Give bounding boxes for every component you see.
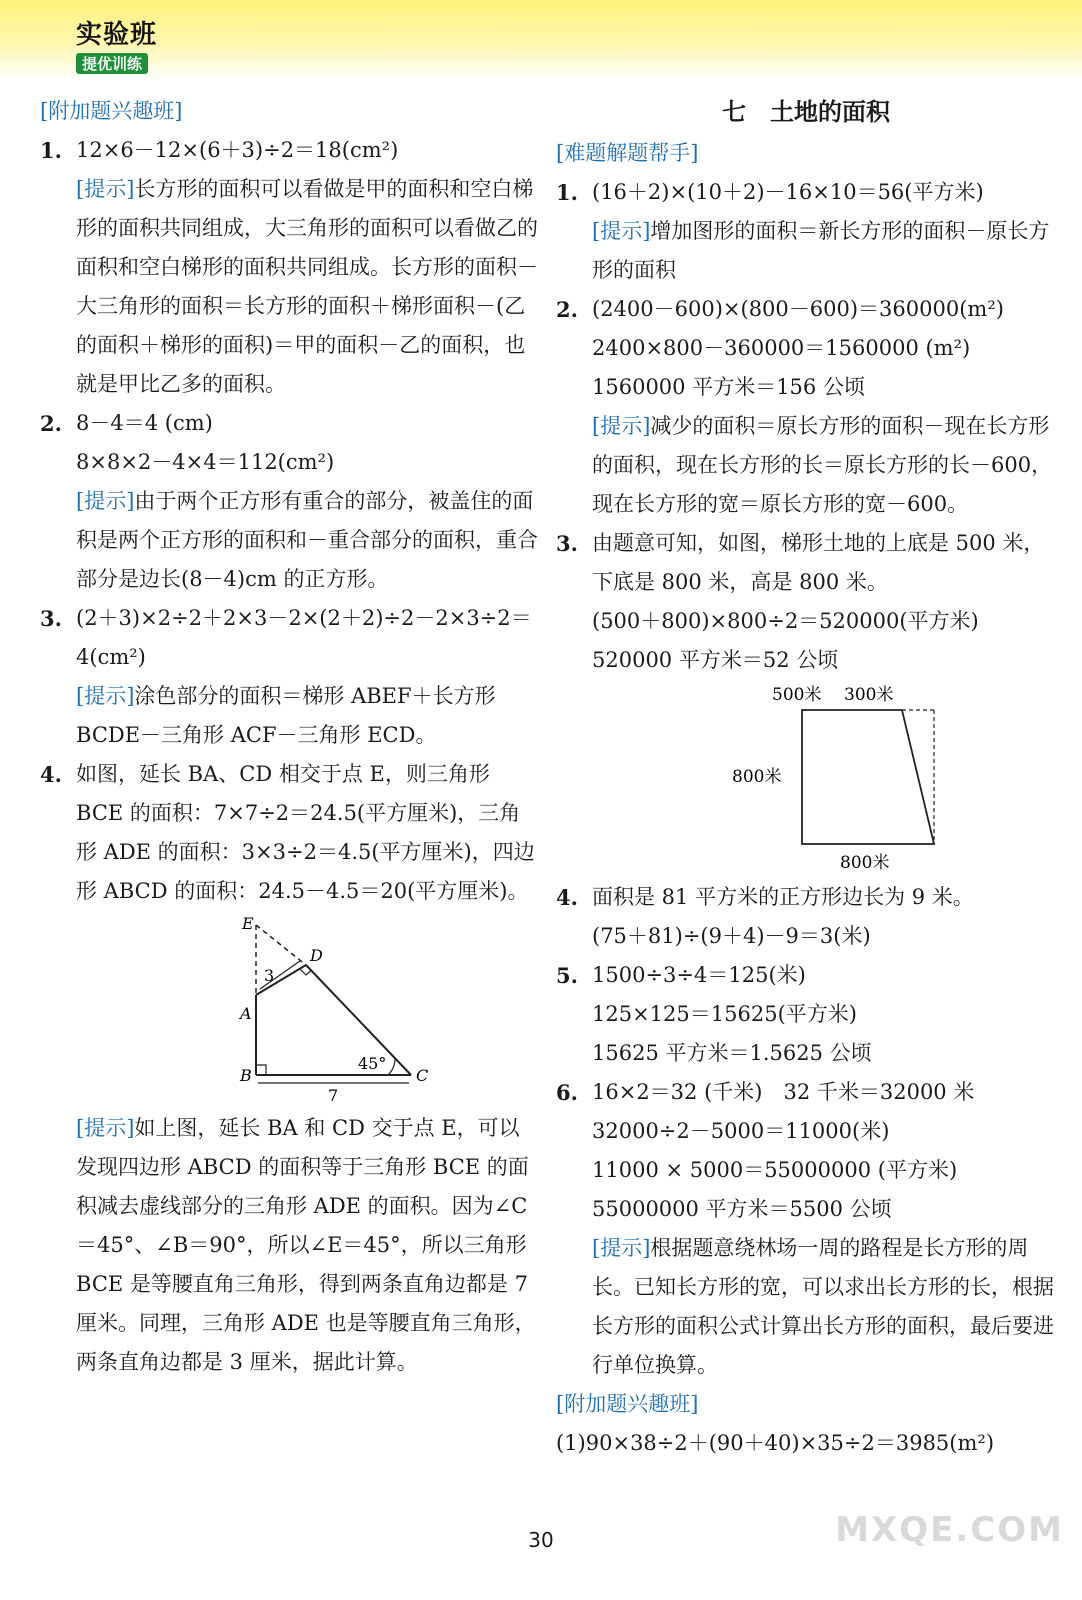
question-number: 3. (556, 531, 578, 556)
question-number: 4. (556, 885, 578, 910)
hint-text: 由于两个正方形有重合的部分，被盖住的面积是两个正方形的面积和－重合部分的面积，重合部分是边长(8－4)cm 的正方形。 (76, 489, 538, 591)
dashed-edge-ed (256, 925, 306, 965)
question-number: 2. (40, 411, 62, 436)
question-6 (556, 1073, 1056, 1385)
page-number: 30 (528, 1528, 554, 1552)
answer-line: 面积是 81 平方米的正方形边长为 9 米。 (592, 885, 974, 909)
trapezoid-land (802, 710, 934, 844)
hint-label: [提示] (76, 684, 135, 708)
label-e: E (242, 915, 254, 933)
question-number: 2. (556, 297, 578, 322)
answer-line: (16＋2)×(10＋2)－16×10＝56(平方米) (592, 180, 984, 204)
section-tag-helper: [难题解题帮手] (556, 141, 699, 165)
right-column (556, 92, 1056, 1463)
hint-block (76, 482, 540, 599)
question-1 (40, 131, 540, 404)
hint-block (76, 1109, 540, 1382)
question-4 (40, 755, 540, 1382)
answer-line: 2400×800－360000＝1560000 (m²) (592, 336, 971, 360)
label-angle-c: 45° (358, 1054, 387, 1073)
hint-block (592, 1229, 1056, 1385)
answer-line: 16×2＝32 (千米) 32 千米＝32000 米 (592, 1080, 975, 1104)
answer-line: 32000÷2－5000＝11000(米) (592, 1119, 890, 1143)
answer-line: 1500÷3÷4＝125(米) (592, 963, 806, 987)
hint-text: 涂色部分的面积＝梯形 ABEF＋长方形 BCDE－三角形 ACF－三角形 ECD。 (76, 684, 496, 747)
hint-block (76, 170, 540, 404)
hint-label: [提示] (76, 1116, 135, 1140)
label-b: B (240, 1066, 252, 1085)
label-height-800: 800米 (732, 767, 782, 787)
question-number: 6. (556, 1080, 578, 1105)
question-number: 1. (556, 180, 578, 205)
section-tag-extra: [附加题兴趣班] (40, 99, 183, 123)
answer-line: 55000000 平方米＝5500 公顷 (592, 1197, 892, 1221)
label-a: A (240, 1004, 252, 1023)
hint-label: [提示] (592, 1236, 651, 1260)
question-2 (556, 290, 1056, 524)
hint-text: 如上图，延长 BA 和 CD 交于点 E，可以发现四边形 ABCD 的面积等于三角形 BCE 的面积减去虚线部分的三角形 ADE 的面积。因为∠C＝45°、∠B＝90°，所以∠E＝45°，所以三角形 BCE 是等腰直角三角形，得到两条直角边都是 7 厘米。同理，三角形 ADE 也是等腰直角三角形，两条直角边都是 3 厘米，据此计算。 (76, 1116, 536, 1374)
answer-line: 125×125＝15625(平方米) (592, 1002, 857, 1026)
answer-line: 1560000 平方米＝156 公顷 (592, 375, 865, 399)
question-number: 3. (40, 606, 62, 631)
answer-line: (500＋800)×800÷2＝520000(平方米) (592, 609, 979, 633)
answer-line: 15625 平方米＝1.5625 公顷 (592, 1041, 872, 1065)
label-ad-length: 3 (264, 966, 275, 985)
question-number: 4. (40, 762, 62, 787)
hint-block (592, 212, 1056, 290)
answer-line: (1)90×38÷2＋(90＋40)×35÷2＝3985(m²) (556, 1431, 995, 1455)
hint-text: 根据题意绕林场一周的路程是长方形的周长。已知长方形的宽，可以求出长方形的长，根据长方形的面积公式计算出长方形的面积，最后要进行单位换算。 (592, 1236, 1054, 1377)
answer-line: (2＋3)×2÷2＋2×3－2×(2＋2)÷2－2×3÷2＝4(cm²) (76, 606, 532, 669)
right-angle-mark-b (256, 1065, 266, 1075)
label-d: D (310, 946, 323, 965)
hint-label: [提示] (592, 219, 651, 243)
hint-label: [提示] (76, 489, 135, 513)
answer-line: 12×6－12×(6＋3)÷2＝18(cm²) (76, 138, 399, 162)
question-2 (40, 404, 540, 599)
trapezoid-figure (672, 684, 972, 874)
hint-block (592, 407, 1056, 524)
answer-line: (75＋81)÷(9＋4)－9＝3(米) (592, 924, 871, 948)
label-bottom-800: 800米 (840, 853, 890, 873)
question-4 (556, 878, 1056, 956)
book-logo (76, 14, 157, 74)
answer-line: 8－4＝4 (cm) (76, 411, 213, 435)
question-5 (556, 956, 1056, 1073)
question-3 (556, 524, 1056, 874)
label-top-300: 300米 (844, 685, 894, 705)
answer-line: 11000 × 5000＝55000000 (平方米) (592, 1158, 958, 1182)
answer-line: 8×8×2－4×4＝112(cm²) (76, 450, 335, 474)
question-number: 5. (556, 963, 578, 988)
header-band (0, 0, 1082, 80)
hint-block (76, 677, 540, 755)
answer-line: 520000 平方米＝52 公顷 (592, 648, 839, 672)
chapter-title: 七 土地的面积 (722, 97, 890, 126)
answer-line: 由题意可知，如图，梯形土地的上底是 500 米，下底是 800 米，高是 800 米。 (592, 531, 1045, 594)
logo-title: 实验班 (76, 20, 158, 50)
label-top-500: 500米 (772, 685, 822, 705)
logo-subtitle: 提优训练 (76, 53, 148, 74)
hint-label: [提示] (592, 414, 651, 438)
left-column (40, 92, 540, 1382)
question-number: 1. (40, 138, 62, 163)
question-3 (40, 599, 540, 755)
label-c: C (416, 1066, 429, 1085)
angle-arc-c (388, 1058, 395, 1075)
label-bc-length: 7 (328, 1086, 339, 1105)
hint-text: 长方形的面积可以看做是甲的面积和空白梯形的面积共同组成，大三角形的面积可以看做乙的面积和空白梯形的面积共同组成。长方形的面积－大三角形的面积＝长方形的面积＋梯形面积－(乙的面积＋梯形的面积)＝甲的面积－乙的面积，也就是甲比乙多的面积。 (76, 177, 538, 396)
section-tag-extra-right: [附加题兴趣班] (556, 1392, 699, 1416)
hint-label: [提示] (76, 177, 135, 201)
answer-line: 如图，延长 BA、CD 相交于点 E，则三角形 BCE 的面积：7×7÷2＝24.5(平方厘米)，三角形 ADE 的面积：3×3÷2＝4.5(平方厘米)，四边形 ABCD 的面积：24.5－4.5＝20(平方厘米)。 (76, 762, 535, 903)
hint-text: 增加图形的面积＝新长方形的面积－原长方形的面积 (592, 219, 1050, 282)
triangle-figure (166, 915, 466, 1105)
watermark-logo: MXQE.COM (835, 1510, 1064, 1550)
hint-text: 减少的面积＝原长方形的面积－现在长方形的面积，现在长方形的长＝原长方形的长－600，现在长方形的宽＝原长方形的宽－600。 (592, 414, 1053, 516)
question-1 (556, 173, 1056, 290)
answer-line: (2400－600)×(800－600)＝360000(m²) (592, 297, 1004, 321)
